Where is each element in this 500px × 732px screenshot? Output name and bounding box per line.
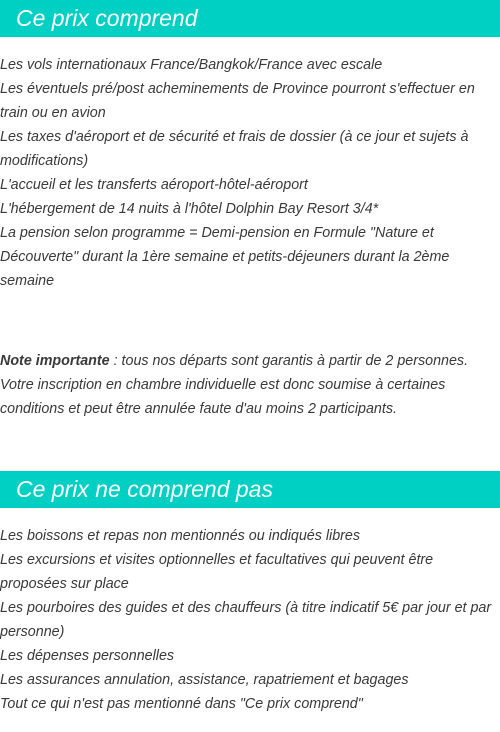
list-item: Les pourboires des guides et des chauffeurs (à titre indicatif 5€ par jour et par personne) <box>0 600 492 640</box>
excludes-list <box>0 524 500 716</box>
list-item: L'accueil et les transferts aéroport-hôtel-aéroport <box>0 177 308 193</box>
list-item: Les dépenses personnelles <box>0 648 175 664</box>
list-item: La pension selon programme = Demi-pension en Formule "Nature et Découverte" durant la 1ère semaine et petits-déjeuners durant la 2ème semaine <box>0 225 450 289</box>
list-item: Les boissons et repas non mentionnés ou indiqués libres <box>0 528 361 544</box>
list-item: Les excursions et visites optionnelles et facultatives qui peuvent être proposées sur place <box>0 552 434 592</box>
list-item: L'hébergement de 14 nuits à l'hôtel Dolphin Bay Resort 3/4* <box>0 201 379 217</box>
list-item: Tout ce qui n'est pas mentionné dans "Ce prix comprend" <box>0 696 363 712</box>
includes-heading: Ce prix comprend <box>0 0 500 37</box>
list-item: Les vols internationaux France/Bangkok/France avec escale <box>0 57 383 73</box>
excludes-heading: Ce prix ne comprend pas <box>0 471 500 508</box>
note-text: : tous nos départs sont garantis à partir de 2 personnes. Votre inscription en chambre individuelle est donc soumise à certaines conditions et peut être annulée faute d'au moins 2 participants. <box>0 353 469 417</box>
list-item: Les assurances annulation, assistance, rapatriement et bagages <box>0 672 409 688</box>
list-item: Les éventuels pré/post acheminements de Province pourront s'effectuer en train ou en avion <box>0 81 475 121</box>
important-note <box>0 349 500 421</box>
note-label: Note importante <box>0 353 110 369</box>
list-item: Les taxes d'aéroport et de sécurité et frais de dossier (à ce jour et sujets à modifications) <box>0 129 469 169</box>
includes-list <box>0 53 500 293</box>
